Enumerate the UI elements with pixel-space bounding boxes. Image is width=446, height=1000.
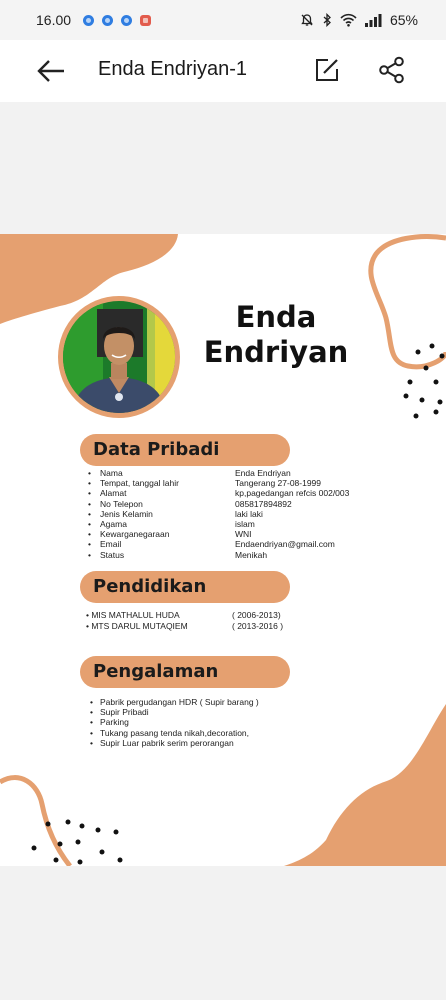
section-education: Pendidikan (80, 571, 290, 603)
share-icon (378, 56, 406, 84)
edit-icon (314, 57, 340, 83)
bullet: • (88, 518, 91, 529)
experience-item (90, 717, 259, 727)
bullet: • (88, 468, 91, 478)
personal-data-row (88, 529, 349, 539)
profile-photo (58, 296, 180, 418)
personal-data-value: Enda Endriyan (235, 468, 291, 478)
bullet: • (88, 539, 91, 550)
section-experience: Pengalaman (80, 656, 290, 688)
battery-level: 65% (389, 12, 418, 28)
status-time: 16.00 (36, 12, 72, 28)
status-bar (0, 0, 446, 40)
bottom-left-swirl (0, 778, 70, 866)
experience-text: Supir Luar pabrik serim perorangan (100, 737, 234, 748)
bottom-right-blob (284, 704, 446, 866)
cv-document (0, 234, 446, 866)
experience-text: Tukang pasang tenda nikah,decoration, (100, 727, 250, 738)
bullet: • (90, 727, 93, 738)
personal-data-value: islam (235, 518, 255, 529)
personal-data-label: No Telepon (100, 498, 143, 509)
personal-data-row (88, 488, 349, 498)
experience-text: Supir Pribadi (100, 707, 149, 718)
app-notification-icon (121, 15, 132, 26)
bullet: • (88, 549, 91, 560)
experience-item (90, 738, 259, 748)
education-row (86, 610, 283, 621)
personal-data-value: laki laki (235, 508, 263, 519)
bullet: • (88, 488, 91, 499)
education-school: • MTS DARUL MUTAQIEM (86, 621, 188, 631)
personal-data-row (88, 539, 349, 549)
bullet: • (88, 529, 91, 540)
personal-data-value: Menikah (235, 549, 268, 560)
edit-button[interactable] (314, 57, 340, 83)
personal-data-value: Endaendriyan@gmail.com (235, 539, 335, 550)
personal-data-label: Alamat (100, 488, 127, 499)
bullet: • (88, 478, 91, 489)
bullet: • (90, 707, 93, 718)
bullet: • (88, 498, 91, 509)
education-row (86, 621, 283, 632)
personal-data-value: kp,pagedangan refcis 002/003 (235, 488, 350, 499)
wifi-icon (340, 13, 357, 27)
section-personal-data: Data Pribadi (80, 434, 290, 466)
personal-data-row (88, 499, 349, 509)
top-right-dots (404, 344, 445, 419)
share-button[interactable] (378, 56, 406, 84)
top-right-swirl (371, 237, 446, 367)
education-years: ( 2006-2013) (232, 610, 281, 620)
personal-data-label: Email (100, 539, 122, 550)
cv-name (196, 300, 356, 370)
cv-name-last: Endriyan (203, 335, 349, 369)
personal-data-label: Status (100, 549, 125, 560)
cv-name-first: Enda (235, 300, 317, 334)
bullet: • (90, 737, 93, 748)
personal-data-value: Tangerang 27-08-1999 (235, 478, 322, 489)
app-notification-icon (102, 15, 113, 26)
back-arrow-icon (36, 58, 66, 84)
personal-data-label: Nama (100, 468, 123, 478)
status-icons (300, 12, 418, 28)
personal-data-row (88, 550, 349, 560)
game-notification-icon (140, 15, 151, 26)
personal-data-label: Agama (100, 518, 127, 529)
experience-text: Parking (100, 717, 129, 728)
personal-data-row (88, 468, 349, 478)
profile-photo-image (63, 301, 175, 413)
bullet: • (90, 717, 93, 728)
bottom-left-dots (32, 820, 123, 865)
personal-data-label: Kewarganegaraan (100, 529, 170, 540)
personal-data-list (88, 468, 349, 560)
personal-data-row (88, 519, 349, 529)
signal-icon (365, 14, 382, 27)
education-list (86, 610, 283, 632)
experience-item (90, 697, 259, 707)
bullet: • (90, 697, 93, 707)
education-school: • MIS MATHALUL HUDA (86, 610, 180, 620)
personal-data-label: Tempat, tanggal lahir (100, 478, 179, 489)
personal-data-label: Jenis Kelamin (100, 508, 153, 519)
document-title: Enda Endriyan-1 (98, 58, 247, 80)
personal-data-value: 085817894892 (235, 498, 292, 509)
education-years: ( 2013-2016 ) (232, 621, 284, 631)
personal-data-row (88, 478, 349, 488)
experience-item (90, 728, 259, 738)
bluetooth-icon (322, 13, 332, 27)
experience-list (90, 697, 259, 748)
back-button[interactable] (36, 58, 66, 84)
app-notification-icon (83, 15, 94, 26)
personal-data-row (88, 509, 349, 519)
app-bar (0, 40, 446, 102)
mute-icon (300, 13, 314, 27)
experience-item (90, 707, 259, 717)
bullet: • (88, 508, 91, 519)
personal-data-value: WNI (235, 529, 252, 540)
experience-text: Pabrik pergudangan HDR ( Supir barang ) (100, 697, 259, 707)
